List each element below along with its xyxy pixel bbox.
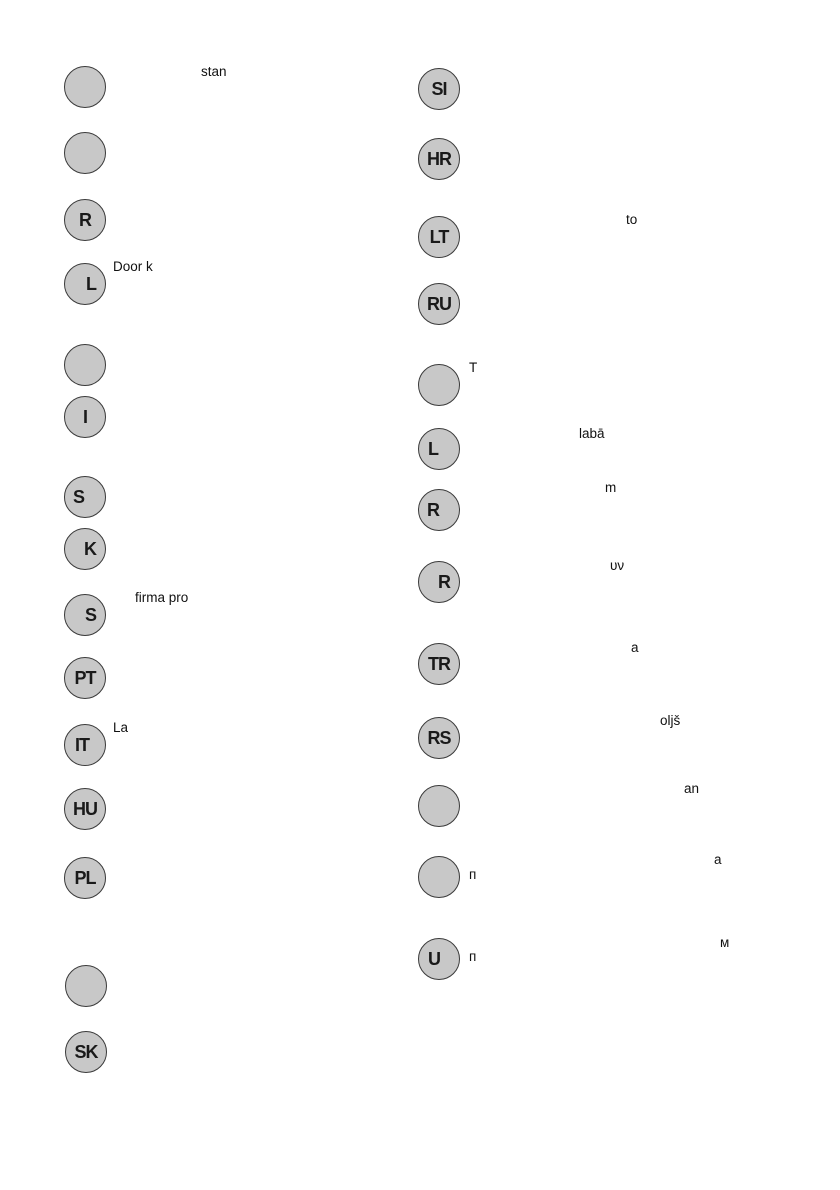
language-badge: L	[418, 428, 460, 470]
language-badge: LT	[418, 216, 460, 258]
language-snippet: Door k	[113, 259, 153, 274]
language-badge: U	[418, 938, 460, 980]
language-snippet: a	[631, 640, 639, 655]
language-badge: HU	[64, 788, 106, 830]
language-badge	[418, 364, 460, 406]
language-badge: R	[64, 199, 106, 241]
language-badge: RU	[418, 283, 460, 325]
language-badge	[418, 785, 460, 827]
language-snippet: T	[469, 360, 478, 375]
language-badge: SK	[65, 1031, 107, 1073]
language-badge: IT	[64, 724, 106, 766]
language-snippet: m	[605, 480, 617, 495]
language-snippet-secondary: п	[469, 949, 477, 964]
language-snippet: а	[714, 852, 722, 867]
language-badge: K	[64, 528, 106, 570]
language-badge: I	[64, 396, 106, 438]
language-snippet: υν	[610, 558, 625, 573]
language-snippet: stan	[201, 64, 227, 79]
language-badge: S	[64, 594, 106, 636]
language-badge: S	[64, 476, 106, 518]
language-badge	[418, 856, 460, 898]
language-badge: R	[418, 489, 460, 531]
language-badge: HR	[418, 138, 460, 180]
language-badge	[65, 965, 107, 1007]
language-snippet: firma pro	[135, 590, 189, 605]
language-badge	[64, 344, 106, 386]
language-snippet: м	[720, 935, 730, 950]
language-snippet: to	[626, 212, 638, 227]
language-snippet: La	[113, 720, 129, 735]
language-snippet: an	[684, 781, 700, 796]
language-snippet: olјš	[660, 713, 681, 728]
language-badge: L	[64, 263, 106, 305]
language-badge: RS	[418, 717, 460, 759]
language-badge: TR	[418, 643, 460, 685]
language-badge: SI	[418, 68, 460, 110]
language-badge: R	[418, 561, 460, 603]
language-snippet-secondary: п	[469, 867, 477, 882]
language-snippet: labā	[579, 426, 605, 441]
language-badge: PT	[64, 657, 106, 699]
language-badge: PL	[64, 857, 106, 899]
language-badge	[64, 66, 106, 108]
language-badge	[64, 132, 106, 174]
